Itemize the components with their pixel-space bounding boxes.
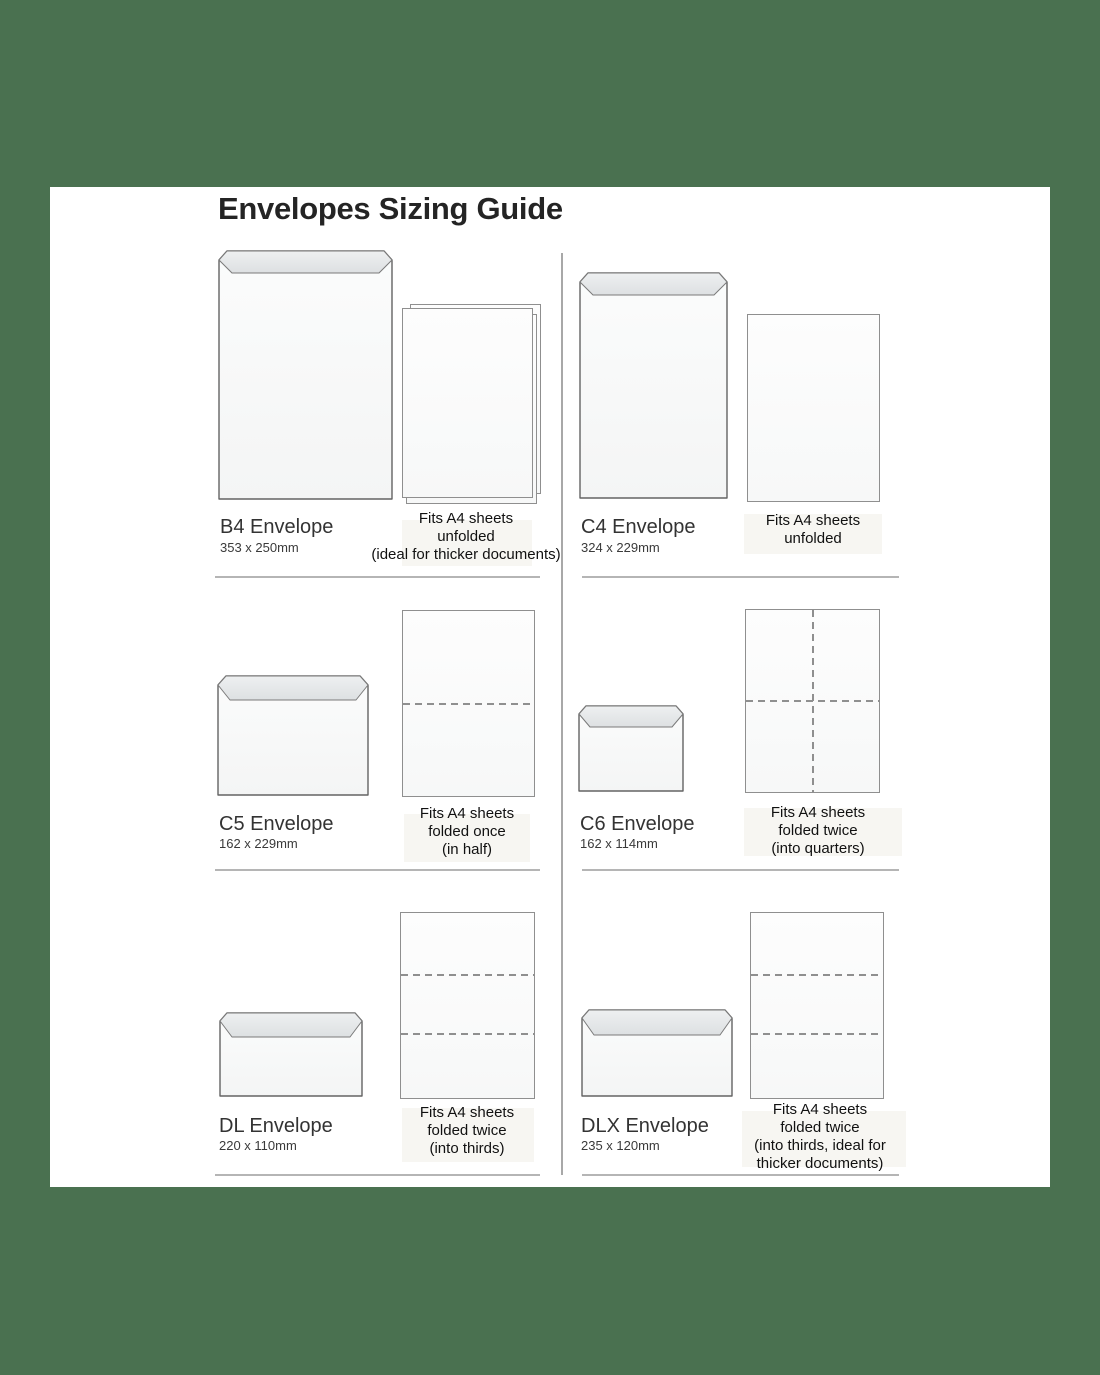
c6-fit-caption [678, 804, 958, 858]
caption-line: (ideal for thicker documents) [371, 546, 561, 563]
c6-envelope-dimensions: 162 x 114mm [580, 836, 658, 851]
dlx-envelope-dimensions: 235 x 120mm [581, 1138, 660, 1153]
caption-line: Fits A4 sheets [418, 510, 514, 527]
row-divider [215, 869, 540, 871]
caption-line: Fits A4 sheets [772, 1101, 868, 1118]
c6-envelope-graphic [578, 705, 684, 793]
caption-line: (into quarters) [771, 840, 865, 857]
dlx-envelope-graphic [581, 1009, 733, 1098]
c4-envelope-label: C4 Envelope [581, 516, 696, 538]
c6-envelope-label: C6 Envelope [580, 813, 695, 835]
b4-envelope-graphic [218, 250, 393, 501]
third-fold-line-lower [751, 1033, 883, 1035]
caption-line: folded twice [780, 1119, 860, 1136]
page-title: Envelopes Sizing Guide [218, 191, 563, 226]
row-divider [215, 1174, 540, 1176]
c4-envelope-dimensions: 324 x 229mm [581, 540, 660, 555]
b4-fit-caption [326, 510, 606, 564]
dlx-envelope-label: DLX Envelope [581, 1115, 709, 1137]
dlx-fit-caption [680, 1101, 960, 1173]
row-divider [582, 576, 899, 578]
b4-envelope-dimensions: 353 x 250mm [220, 540, 299, 555]
caption-line: folded twice [427, 1122, 507, 1139]
dl-envelope-graphic [219, 1012, 363, 1098]
dl-a4-sheet-graphic [400, 912, 535, 1099]
row-divider [582, 869, 899, 871]
c4-a4-sheet-graphic [747, 314, 880, 502]
caption-line: thicker documents) [756, 1155, 884, 1172]
dlx-a4-sheet-graphic [750, 912, 884, 1099]
row-divider [582, 1174, 899, 1176]
third-fold-line-upper [751, 974, 883, 976]
c4-fit-caption [673, 512, 953, 548]
caption-line: Fits A4 sheets [419, 805, 515, 822]
caption-line: Fits A4 sheets [419, 1104, 515, 1121]
c5-envelope-graphic [217, 675, 369, 797]
caption-line: folded twice [778, 822, 858, 839]
c5-fit-caption [327, 805, 607, 859]
dl-fit-caption [327, 1104, 607, 1158]
caption-line: (into thirds) [429, 1140, 505, 1157]
third-fold-line-upper [401, 974, 534, 976]
content-panel [50, 187, 1050, 1187]
column-divider [561, 253, 563, 1175]
caption-line: folded once [428, 823, 506, 840]
c4-envelope-graphic [579, 272, 728, 500]
b4-envelope-label: B4 Envelope [220, 516, 334, 538]
half-fold-line [403, 703, 534, 705]
row-divider [215, 576, 540, 578]
dl-envelope-dimensions: 220 x 110mm [219, 1138, 297, 1153]
c5-envelope-label: C5 Envelope [219, 813, 334, 835]
caption-line: Fits A4 sheets [770, 804, 866, 821]
third-fold-line-lower [401, 1033, 534, 1035]
caption-line: (into thirds, ideal for [754, 1137, 886, 1154]
caption-line: unfolded [784, 530, 842, 547]
quarter-fold-line-vertical [812, 610, 814, 792]
caption-line: Fits A4 sheets [765, 512, 861, 529]
b4-a4-sheet-graphic [402, 308, 533, 498]
caption-line: (in half) [441, 841, 493, 858]
caption-line: unfolded [437, 528, 495, 545]
dl-envelope-label: DL Envelope [219, 1115, 333, 1137]
c5-envelope-dimensions: 162 x 229mm [219, 836, 298, 851]
